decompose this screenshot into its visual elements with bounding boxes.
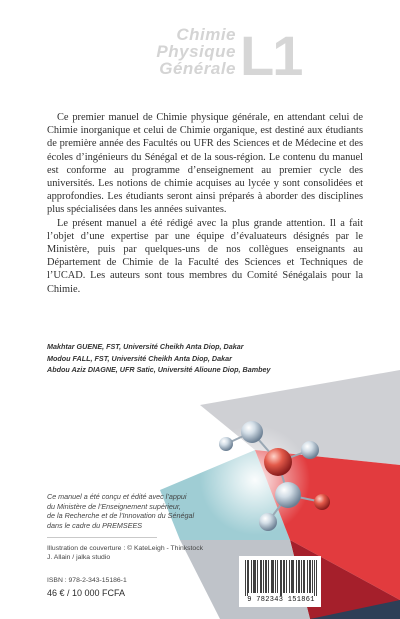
title-level: L1 bbox=[240, 24, 302, 87]
barcode-bar bbox=[257, 560, 258, 593]
support-line-1: Ce manuel a été conçu et édité avec l’appui bbox=[47, 492, 187, 501]
barcode-bar bbox=[266, 560, 267, 593]
barcode-digits: 9 782343 151861 bbox=[247, 596, 315, 604]
barcode-bar bbox=[255, 560, 256, 593]
barcode-bar bbox=[283, 560, 284, 593]
support-line-3: de la Recherche et de l’Innovation du Sénégal bbox=[47, 511, 195, 521]
barcode-bar bbox=[268, 560, 269, 593]
barcode-bar bbox=[275, 560, 276, 593]
isbn: ISBN : 978-2-343-15186-1 bbox=[47, 577, 127, 584]
barcode-bar bbox=[303, 560, 304, 593]
credit-line-2: J. Allain / jalka studio bbox=[47, 553, 111, 561]
barcode-bar bbox=[272, 560, 273, 593]
barcode-bar bbox=[247, 560, 248, 596]
support-line-2: du Ministère de l’Enseignement supérieur, bbox=[47, 501, 181, 511]
barcode-bar bbox=[284, 560, 285, 593]
barcode-bar bbox=[289, 560, 290, 593]
title-line-physique: Physique bbox=[156, 42, 236, 61]
barcode-bar bbox=[301, 560, 302, 593]
barcode-bar bbox=[292, 560, 293, 593]
blurb-paragraph-2: Le présent manuel a été rédigé avec la plus grande attention. Il a fait l’objet d’une expertise par une équipe d’évaluateurs désignés par le Ministère, puis par quelques-uns de nos collègues enseignants au Département de Chimie de la Faculté des Sciences et Techniques de l’UCAD. Les auteurs sont tous membres du Comité Sénégalais pour la Chimie. bbox=[47, 217, 363, 295]
blurb-paragraph-1: Ce premier manuel de Chimie physique générale, en attendant celui de Chimie inorganique et celui de Chimie organique, est destiné aux étudiants de première année des Facultés ou UFR des Sciences et de Médecine et des écoles d’ingénieurs du Sénégal et de la sous-région. Le contenu du manuel est conforme au programme d’enseignement au premier cycle des universités. Les notions de chimie acquises au lycée y sont consolidées et approfondies. Les étudiants seront ainsi préparés à aborder des disciplines plus spécialisées dans les années suivantes. bbox=[47, 112, 363, 216]
barcode-bar bbox=[293, 560, 294, 593]
barcode-bar bbox=[299, 560, 300, 593]
title-line-chimie: Chimie bbox=[176, 25, 236, 44]
barcode bbox=[239, 556, 321, 607]
back-cover-blurb bbox=[47, 111, 363, 296]
title-words bbox=[66, 26, 236, 77]
barcode-bars bbox=[245, 560, 317, 596]
barcode-bar bbox=[253, 560, 254, 593]
barcode-bar bbox=[251, 560, 252, 593]
barcode-bar bbox=[248, 560, 249, 593]
barcode-bar bbox=[245, 560, 246, 596]
barcode-bar bbox=[265, 560, 266, 593]
author-1: Makhtar GUENE, FST, Université Cheikh Anta Diop, Dakar bbox=[47, 342, 244, 351]
barcode-bar bbox=[261, 560, 262, 593]
barcode-bar bbox=[280, 560, 281, 596]
price: 46 € / 10 000 FCFA bbox=[47, 588, 126, 598]
barcode-bar bbox=[298, 560, 299, 593]
barcode-bar bbox=[273, 560, 274, 593]
barcode-bar bbox=[304, 560, 305, 593]
barcode-bar bbox=[254, 560, 255, 593]
barcode-bar bbox=[312, 560, 313, 593]
divider-line bbox=[47, 537, 157, 538]
title-line-generale: Générale bbox=[159, 59, 236, 78]
barcode-bar bbox=[314, 560, 315, 596]
book-title bbox=[66, 26, 316, 88]
barcode-bar bbox=[310, 560, 311, 593]
author-2: Modou FALL, FST, Université Cheikh Anta Diop, Dakar bbox=[47, 353, 232, 363]
barcode-bar bbox=[309, 560, 310, 593]
barcode-bar bbox=[286, 560, 287, 593]
barcode-bar bbox=[316, 560, 317, 596]
barcode-bar bbox=[271, 560, 272, 593]
support-line-4: dans le cadre du PREMSEES bbox=[47, 520, 143, 530]
barcode-bar bbox=[263, 560, 264, 593]
ministry-support-note bbox=[47, 492, 207, 530]
barcode-bar bbox=[281, 560, 282, 596]
barcode-bar bbox=[291, 560, 292, 593]
author-3: Abdou Aziz DIAGNE, UFR Satic, Université Alioune Diop, Bambey bbox=[47, 365, 271, 374]
barcode-bar bbox=[307, 560, 308, 593]
barcode-bar bbox=[260, 560, 261, 593]
barcode-bar bbox=[277, 560, 278, 593]
credit-line-1: Illustration de couverture : © KateLeigh - Thinkstock bbox=[47, 545, 204, 552]
barcode-bar bbox=[296, 560, 297, 593]
illustration-credit bbox=[47, 545, 237, 563]
